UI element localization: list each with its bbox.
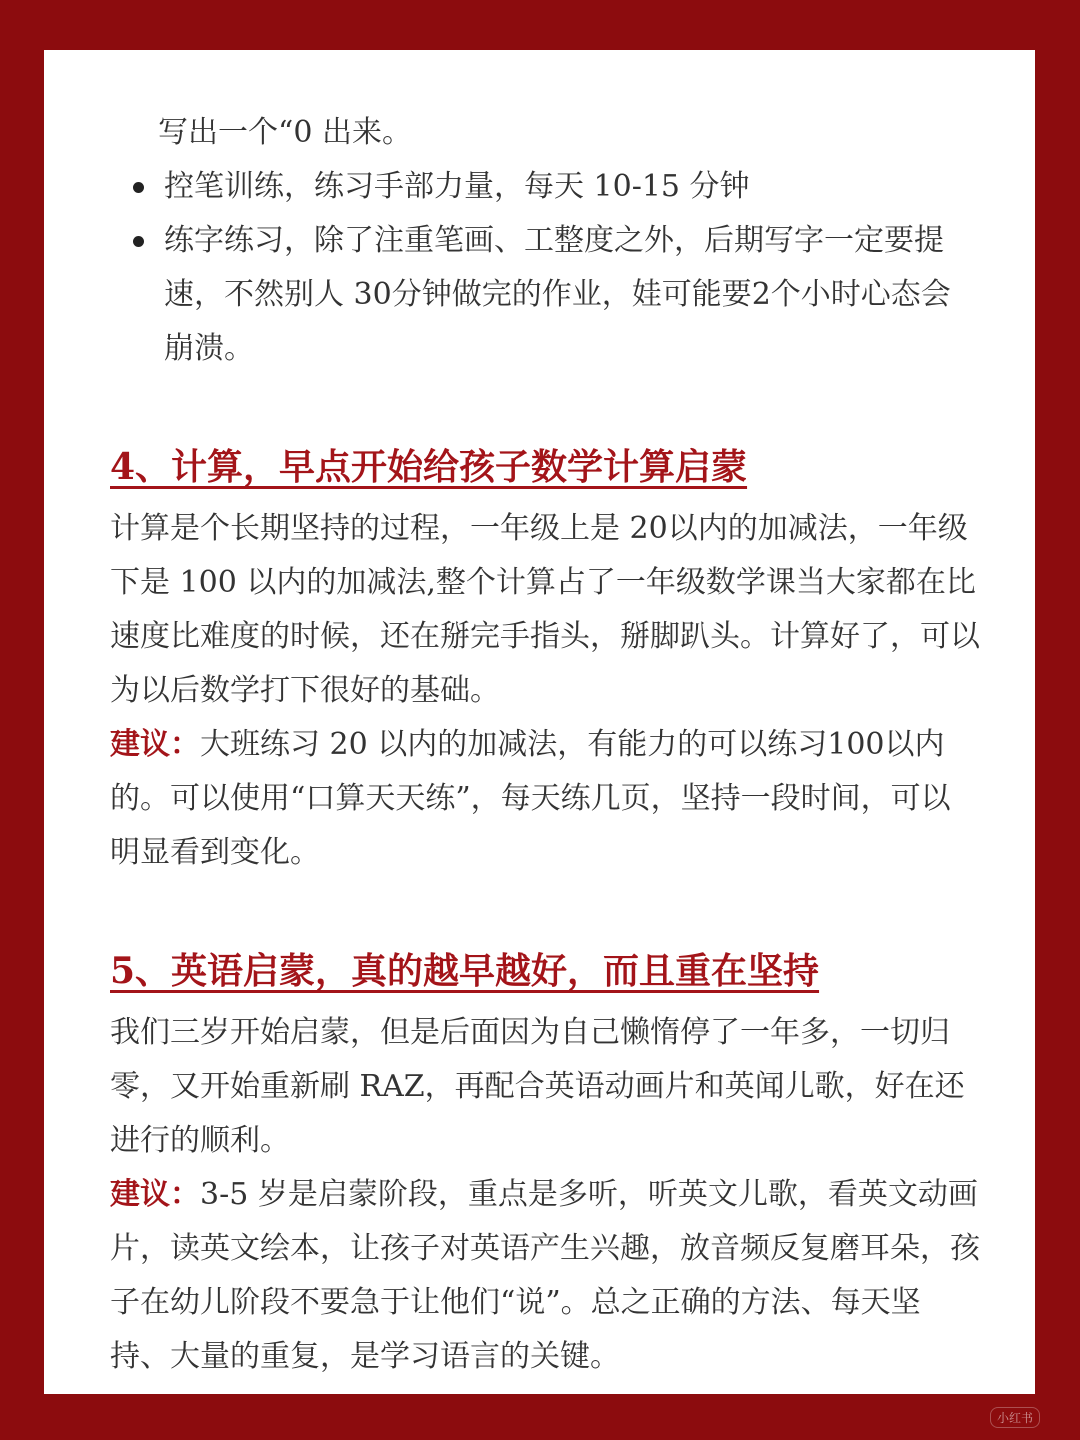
bullet-text: 练字练习，除了注重笔画、工整度之外，后期写字一定要提速，不然别人 30分钟做完的作业，娃可能要2个小时心态会崩溃。 xyxy=(164,223,951,366)
bullet-list xyxy=(110,160,980,376)
intro-continuation: 写出一个“0 出来。 xyxy=(158,115,412,150)
section-4-body: 计算是个长期坚持的过程，一年级上是 20以内的加减法，一年级下是 100 以内的加减法,整个计算占了一年级数学课当大家都在比速度比难度的时候，还在掰完手指头，掰脚趴头。计算好了，可以为以后数学打下很好的基础。 xyxy=(110,511,980,708)
bullet-item xyxy=(110,214,980,376)
suggestion-label: 建议： xyxy=(110,1177,200,1212)
suggestion-text: 3-5 岁是启蒙阶段，重点是多听，听英文儿歌，看英文动画片，读英文绘本，让孩子对英语产生兴趣，放音频反复磨耳朵，孩子在幼儿阶段不要急于让他们“说”。总之正确的方法、每天坚持、大量的重复，是学习语言的关键。 xyxy=(110,1177,980,1374)
section-4-title: 4、计算，早点开始给孩子数学计算启蒙 xyxy=(110,446,748,488)
article-content xyxy=(110,106,980,1384)
section-calculation xyxy=(110,442,980,880)
bullet-text: 控笔训练，练习手部力量，每天 10-15 分钟 xyxy=(164,169,750,204)
section-4-suggestion xyxy=(110,718,980,880)
suggestion-label: 建议： xyxy=(110,727,200,762)
section-5-title: 5、英语启蒙，真的越早越好，而且重在坚持 xyxy=(110,950,820,992)
section-5-suggestion xyxy=(110,1168,980,1384)
bullet-item xyxy=(110,160,980,214)
content-card xyxy=(44,50,1035,1394)
bullet-dot-icon xyxy=(133,182,144,193)
section-english xyxy=(110,946,980,1384)
section-5-body: 我们三岁开始启蒙，但是后面因为自己懒惰停了一年多，一切归零，又开始重新刷 RAZ，再配合英语动画片和英闻儿歌，好在还进行的顺利。 xyxy=(110,1015,965,1158)
bullet-dot-icon xyxy=(133,236,144,247)
watermark-logo: 小红书 xyxy=(990,1407,1040,1428)
suggestion-text: 大班练习 20 以内的加减法，有能力的可以练习100以内的。可以使用“口算天天练”，每天练几页，坚持一段时间，可以明显看到变化。 xyxy=(110,727,951,870)
